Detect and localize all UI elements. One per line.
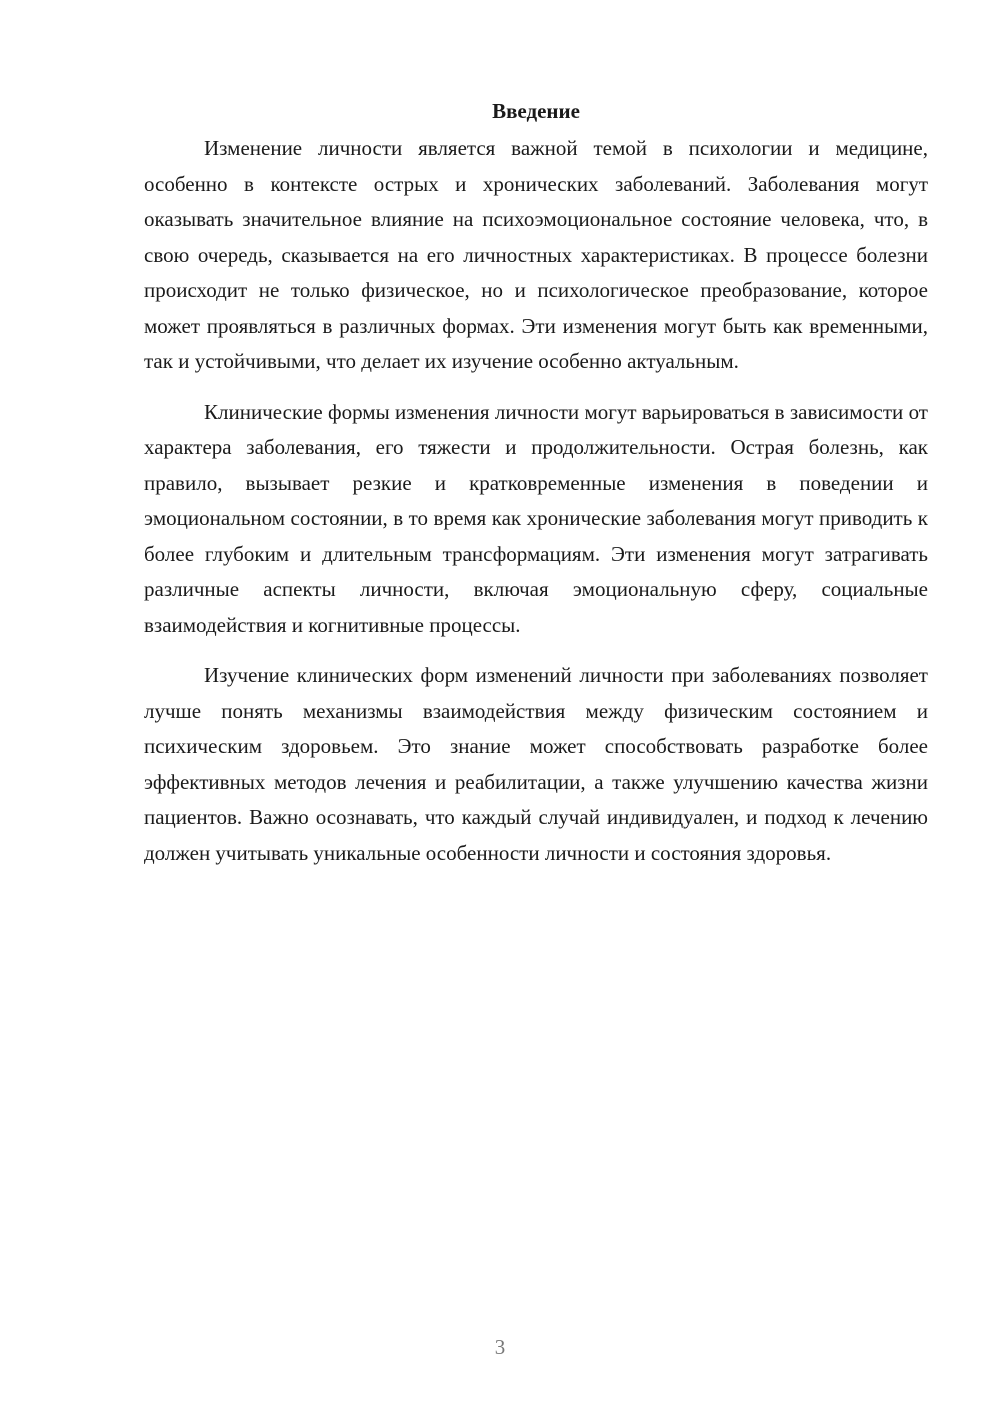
page-content bbox=[144, 96, 928, 886]
page-number: 3 bbox=[494, 1335, 506, 1359]
paragraph-2: Клинические формы изменения личности могут варьироваться в зависимости от характера заболевания, его тяжести и продолжительности. Острая болезнь, как правило, вызывает резкие и кратковременные изменения в поведении и эмоциональном состоянии, в то время как хронические заболевания могут приводить к более глубоким и длительным трансформациям. Эти изменения могут затрагивать различные аспекты личности, включая эмоциональную сферу, социальные взаимодействия и когнитивные процессы. bbox=[144, 399, 928, 637]
paragraph-1: Изменение личности является важной темой в психологии и медицине, особенно в контексте острых и хронических заболеваний. Заболевания могут оказывать значительное влияние на психоэмоциональное состояние человека, что, в свою очередь, сказывается на его личностных характеристиках. В процессе болезни происходит не только физическое, но и психологическое преобразование, которое может проявляться в различных формах. Эти изменения могут быть как временными, так и устойчивыми, что делает их изучение особенно актуальным. bbox=[144, 136, 928, 373]
section-title: Введение bbox=[492, 99, 580, 123]
paragraph-3: Изучение клинических форм изменений личности при заболеваниях позволяет лучше понять механизмы взаимодействия между физическим состоянием и психическим здоровьем. Это знание может способствовать разработке более эффективных методов лечения и реабилитации, а также улучшению качества жизни пациентов. Важно осознавать, что каждый случай индивидуален, и подход к лечению должен учитывать уникальные особенности личности и состояния здоровья. bbox=[144, 663, 928, 865]
